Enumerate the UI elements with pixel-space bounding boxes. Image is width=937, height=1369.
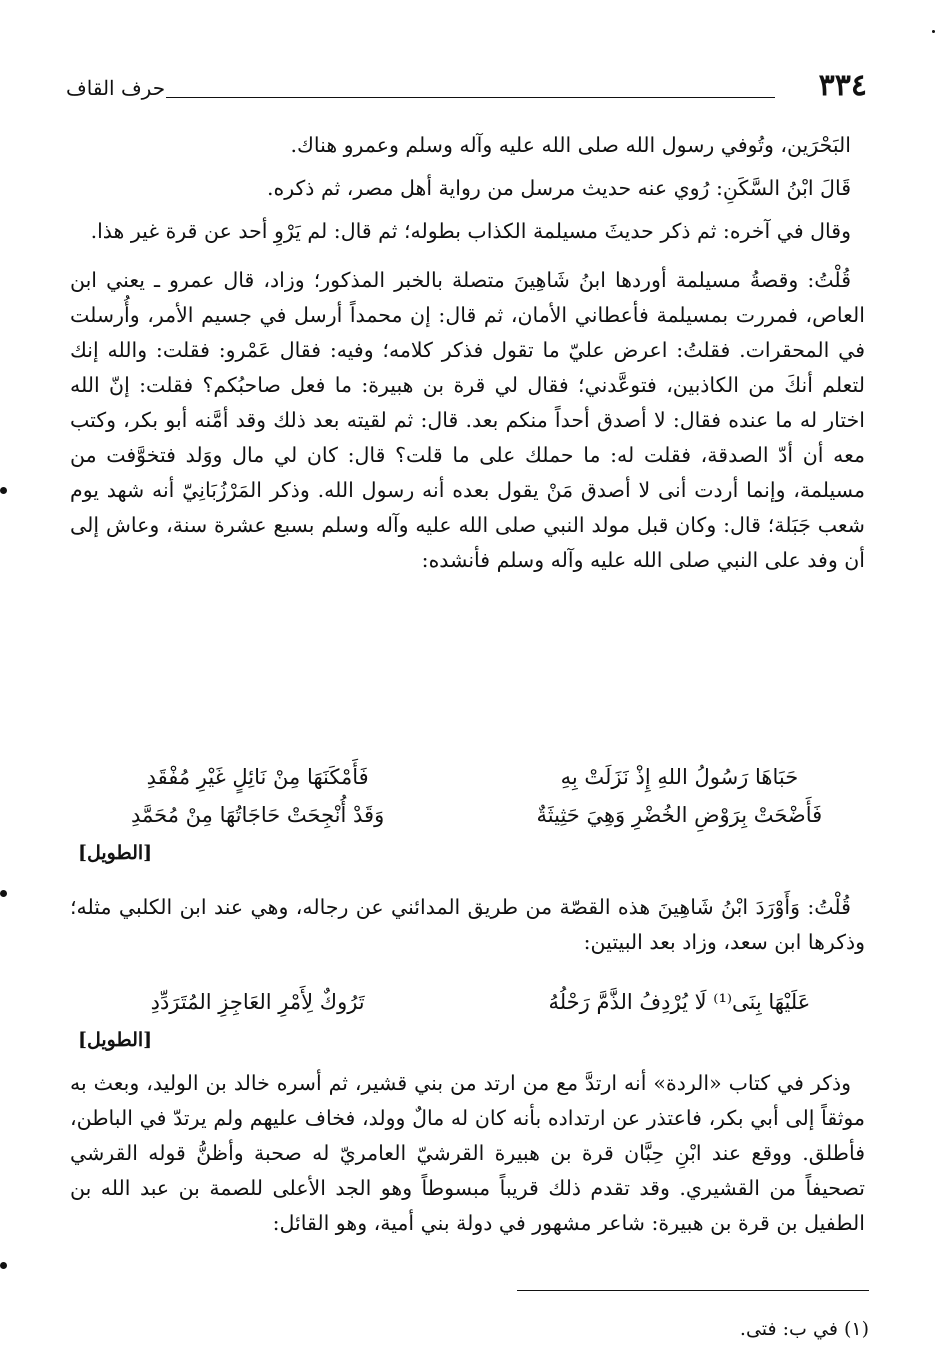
paragraph: البَحْرَين، وتُوفي رسول الله صلى الله عليه وآله وسلم وعمرو هناك.	[290, 133, 851, 157]
header-rule	[166, 97, 775, 98]
running-title: حرف القاف	[66, 76, 166, 100]
paragraph: قُلْتُ: وَأَوْرَدَ ابْنُ شَاهِينَ هذه القصّة من طريق المدائني عن رجاله، وهي عند ابن الكلبي مثله؛ وذكرها ابن سعد، وزاد بعد البيتين:	[70, 895, 865, 954]
margin-mark	[0, 487, 7, 494]
final-text	[70, 1066, 865, 1241]
margin-mark	[0, 1262, 7, 1269]
post-poem-text	[70, 890, 865, 960]
hemistich-first: عَلَيْهَا بِنَى⁽¹⁾ لَا يُرْدِفُ الذَّمَّ رَحْلُهُ	[548, 990, 811, 1014]
margin-mark	[0, 890, 7, 897]
verse	[78, 983, 859, 1021]
page-header	[66, 68, 867, 108]
page-number: ٣٣٤	[818, 68, 867, 103]
margin-mark	[932, 30, 935, 33]
poem-meter: [الطويل]	[78, 842, 153, 864]
hemistich-first: فَأَضْحَتْ بِرَوْضِ الخُضْرِ وَهِيَ حَثِيثَةٌ	[536, 803, 823, 827]
paragraph: قَالَ ابْنُ السَّكَنِ: رُوي عنه حديث مرسل من رواية أهل مصر، ثم ذكره.	[266, 176, 851, 200]
footnote-rule	[517, 1290, 869, 1291]
hemistich-second: فَأَمْكَنَهَا مِنْ نَائِلٍ غَيْرِ مُفْقَدِ	[146, 765, 369, 789]
footnote: (١) في ب: فتى.	[739, 1318, 869, 1340]
verse	[78, 758, 859, 796]
paragraph: وقال في آخره: ثم ذكر حديثَ مسيلمة الكذاب بطوله؛ ثم قال: لم يَرْوِ أحد عن قرة غير هذا.	[90, 219, 851, 243]
poem-2	[78, 983, 859, 1059]
main-text	[70, 128, 865, 578]
hemistich-second: وَقَدْ أُنْجِحَتْ حَاجَاتُهَا مِنْ مُحَمَّدِ	[131, 803, 385, 827]
hemistich-first: حَبَاهَا رَسُولُ اللهِ إِذْ نَزَلَتْ بِهِ	[560, 765, 799, 789]
poem-meter: [الطويل]	[78, 1029, 153, 1051]
poem-1	[78, 758, 859, 872]
paragraph: قُلْتُ: وقصةُ مسيلمة أوردها ابنُ شَاهِينَ متصلة بالخبر المذكور؛ وزاد، قال عمرو ـ يعني ابن العاص، فمررت بمسيلمة فأعطاني الأمان، ثم قال: إن محمداً أرسل في جسيم الأمر، وأُرسلت في المحقرات. فقلتُ: اعرض عليّ ما تقول فذكر كلامه؛ وفيه: فقال عَمْرو: فقلت: والله إنك لتعلم أنكَ من الكاذبين، فتوعَّدني؛ فقال لي قرة بن هبيرة: ما فعل صاحبُكم؟ فقلت: إنّ الله اختار له ما عنده فقال: لا أصدق أحداً منكم بعد. قال: ثم لقيته بعد ذلك وقد أمَّنه أبو بكر، وكتب معه أن أدّ الصدقة، فقلت له: ما حملك على ما قلت؟ قال: كان لي مال ووَلد فتخوَّفت من مسيلمة، وإنما أردت أنى لا أصدق مَنْ يقول بعده أنه رسول الله. وذكر المَرْزُبَانِيّ أنه شهد يوم شعب جَبَلة؛ قال: وكان قبل مولد النبي صلى الله عليه وآله وسلم بسبع عشرة سنة، وعاش إلى أن وفد على النبي صلى الله عليه وآله وسلم فأنشده:	[70, 268, 865, 572]
verse	[78, 796, 859, 834]
hemistich-second: تَرُوكٌ لِأَمْرِ العَاجِزِ المُتَرَدِّدِ	[150, 990, 365, 1014]
paragraph: وذكر في كتاب «الردة» أنه ارتدَّ مع من ارتد من بني قشير، ثم أسره خالد بن الوليد، وبعث به موثقاً إلى أبي بكر، فاعتذر عن ارتداده بأنه كان له مالٌ وولد، فخاف عليهم ولم يرتدّ في الباطن، فأطلق. ووقع عند ابْنِ حِبَّان قرة بن هبيرة القرشيّ العامريّ له صحبة وأظنُّ قوله القرشي تصحيفاً من القشيري. وقد تقدم ذلك قريباً مبسوطاً وهو الجد الأعلى للصمة بن عبد الله بن الطفيل بن قرة بن هبيرة: شاعر مشهور في دولة بني أمية، وهو القائل:	[70, 1071, 865, 1235]
